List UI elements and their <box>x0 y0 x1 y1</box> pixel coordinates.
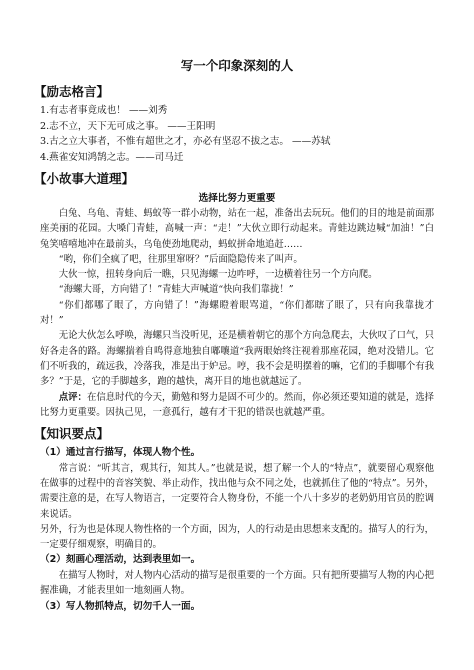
story-paragraph: “海螺大哥，方向错了！”青蛙大声喊道“快向我们靠拢！” <box>58 284 294 296</box>
point-paragraph: 另外，行为也是体现人物性格的一个方面，因为，人的行动是由思想来支配的。描写人的行为，一定要仔细观察，明确目的。 <box>40 523 434 551</box>
section-heading-points: 【知识要点】 <box>34 426 110 442</box>
story-title: 选择比努力更重要 <box>198 193 276 204</box>
comment-text: 在信息时代的今天，勤勉和努力是固不可少的。然而，你必须还要知道的就是，选择比努力更重要。因执己见，一意孤行，越有才干犯的错误也就越严重。 <box>40 391 434 418</box>
quote-item: 2.志不立，天下无可成之事。 ——王阳明 <box>40 120 216 132</box>
story-comment <box>40 390 434 421</box>
point-heading: （1）通过言行描写，体现人物个性。 <box>40 447 201 459</box>
point-paragraph: 在描写人物时，对人物内心活动的描写是很重要的一个方面。只有把所要描写人物的内心把握准确，才能表里如一地刻画人物。 <box>40 569 434 597</box>
quote-list <box>40 103 434 165</box>
story-paragraph: “哟，你们全疯了吧，往那里窜呀？”后面隐隐传来了叫声。 <box>58 253 303 265</box>
section-heading-story: 【小故事大道理】 <box>34 171 135 186</box>
quote-item: 4.燕雀安知鸿鹄之志。——司马迁 <box>40 151 184 163</box>
point-paragraph: 常言说：“听其言，观其行，知其人。”也就是说，想了解一个人的“特点”，就要留心观察他在做事的过程中的音容笑貌、举止动作，找出他与众不同之处，也就抓住了他的“特点”。另外，需要注意的是，在写人物语言，一定要符合人物身份，不能一个八十多岁的老奶奶用官员的腔调来说话。 <box>40 462 434 520</box>
story-paragraph: “你们都哪了眼了，方向错了！”海螺瞪着眼骂道，“你们都瞎了眼了，只有向我靠拢才对！” <box>40 299 434 327</box>
quote-item: 3.古之立大事者，不惟有超世之才，亦必有坚忍不拔之志。 ——苏轼 <box>40 136 331 147</box>
story-paragraph: 白兔、乌龟、青蛙、蚂蚁等一群小动物，站在一起，准备出去玩玩。他们的目的地是前面那座美丽的花园。大嗓门青蛙，高喊一声：“走！”大伙立即行动起来。青蛙边跳边喊“加油！”白兔笑嘻嘻地冲在最前头，乌龟使劲地爬动，蚂蚁拼命地追赶…… <box>40 208 434 250</box>
quote-item: 1.有志者事竟成也！ ——刘秀 <box>40 105 168 116</box>
story-paragraph: 无论大伙怎么呼唤，海螺只当没听见，还是横着朝它的那个方向急爬去，大伙叹了口气，只好各走各的路。海螺揣着自鸣得意地独自嘟嚷道“我两眼始终注视着那座花园，绝对没错儿。它们不听我的，疏远我，冷落我，准是出于妒忌。哼，我不会是明摆着的嘛，它们的手脚哪个有我多？”于是，它的手脚越多，跑的越快，离开目的地也就越远了。 <box>40 330 434 388</box>
section-heading-motto: 【励志格言】 <box>34 84 110 99</box>
story-paragraph: 大伙一惊，扭转身向后一瞧，只见海螺一边咋呼，一边横着往另一个方向爬。 <box>58 269 378 281</box>
point-heading: （3）写人物抓特点，切勿千人一面。 <box>40 600 201 612</box>
point-heading: （2）刻画心理活动，达到表里如一。 <box>40 554 201 566</box>
page-title: 写一个印象深刻的人 <box>180 58 294 73</box>
comment-label: 点评： <box>58 391 87 403</box>
